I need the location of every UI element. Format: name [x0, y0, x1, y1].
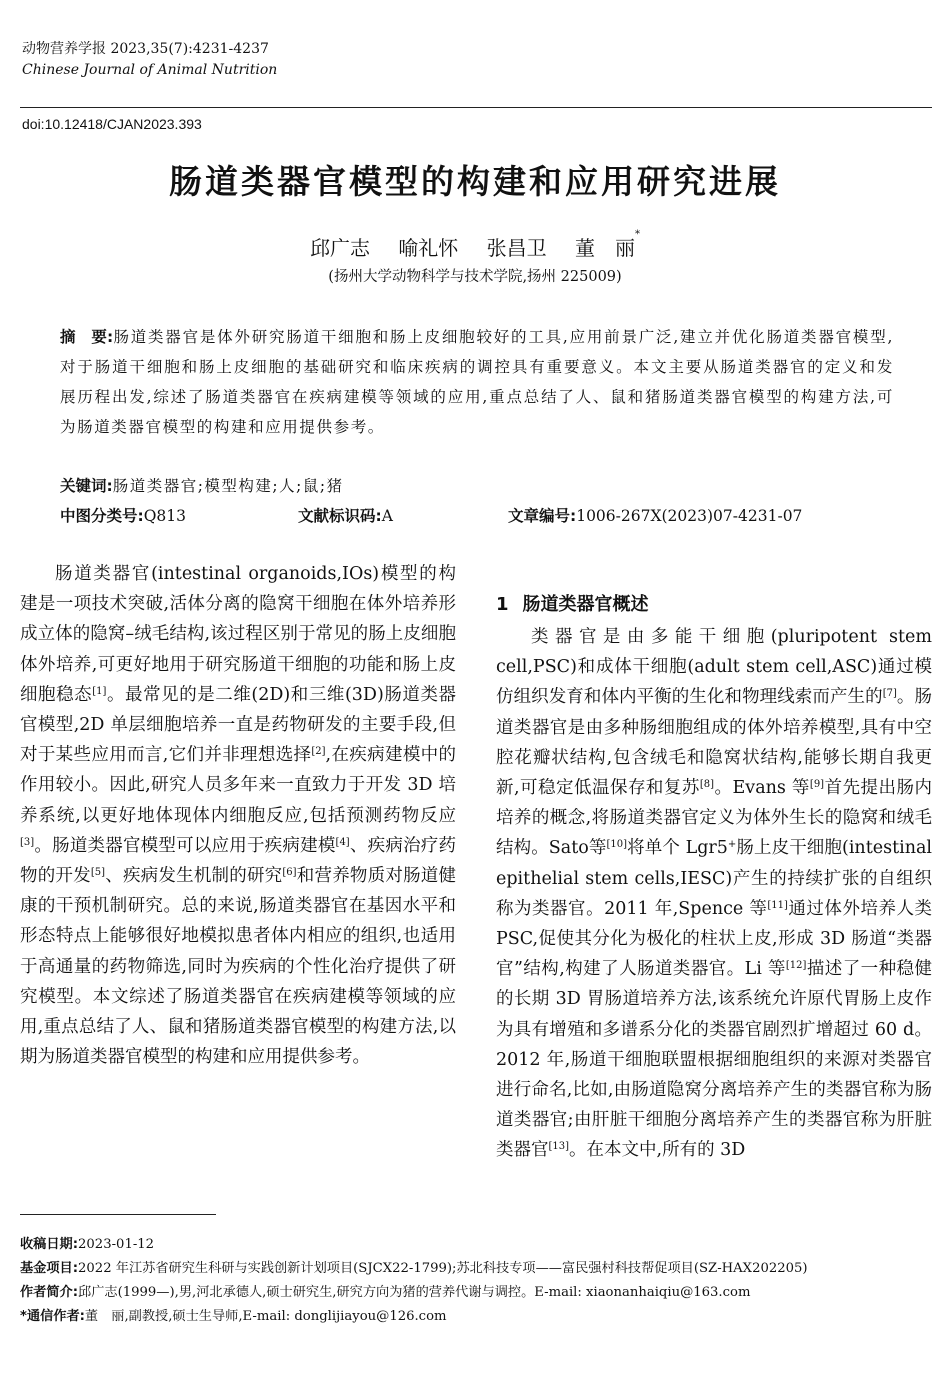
citation[interactable]: [4]	[335, 836, 350, 848]
author-list	[0, 229, 950, 261]
citation[interactable]: [1]	[92, 685, 107, 697]
keywords	[60, 474, 894, 498]
section-heading: 1 肠道类器官概述	[496, 594, 649, 615]
citation[interactable]: [7]	[882, 688, 897, 700]
author: 喻礼怀	[398, 236, 459, 260]
article-number: 文章编号:1006-267X(2023)07-4231-07	[508, 507, 803, 525]
citation[interactable]: [8]	[699, 779, 715, 791]
citation[interactable]: [2]	[311, 746, 326, 758]
clc-number: 中图分类号:Q813	[60, 507, 186, 525]
corresponding-mark: *	[635, 229, 641, 240]
citation[interactable]: [6]	[282, 867, 297, 879]
keywords-text: 肠道类器官;模型构建;人;鼠;猪	[112, 477, 344, 495]
author: 张昌卫	[486, 236, 547, 260]
citation[interactable]: [12]	[785, 960, 807, 972]
classification-row	[60, 504, 894, 528]
footnote-funding: 基金项目:2022 年江苏省研究生科研与实践创新计划项目(SJCX22-1799);苏北科技专项——富民强村科技帮促项目(SZ-HAX202205)	[20, 1261, 808, 1276]
author-corresponding: 董 丽*	[575, 229, 641, 260]
journal-header-cn: 动物营养学报 2023,35(7):4231-4237	[22, 41, 269, 57]
citation[interactable]: [10]	[606, 839, 628, 851]
abstract-text: 肠道类器官是体外研究肠道干细胞和肠上皮细胞较好的工具,应用前景广泛,建立并优化肠道类器官模型,对于肠道干细胞和肠上皮细胞的基础研究和临床疾病的调控具有重要意义。本文主要从肠道类器官的定义和发展历程出发,综述了肠道类器官在疾病建模等领域的应用,重点总结了人、鼠和猪肠道类器官模型的构建方法,可为肠道类器官模型的构建和应用提供参考。	[60, 328, 895, 436]
footnote-author: 作者简介:邱广志(1999—),男,河北承德人,硕士研究生,研究方向为猪的营养代谢与调控。E-mail: xiaonanhaiqiu@163.com	[20, 1285, 751, 1300]
intro-column	[20, 559, 456, 1072]
document-code: 文献标识码:A	[298, 507, 393, 525]
abstract-label: 摘 要:	[60, 328, 114, 346]
citation[interactable]: [5]	[90, 867, 106, 879]
affiliation: (扬州大学动物科学与技术学院,扬州 225009)	[328, 269, 622, 285]
abstract	[60, 322, 894, 442]
intro-paragraph: 肠道类器官(intestinal organoids,IOs)模型的构建是一项技术突破,活体分离的隐窝干细胞在体外培养形成立体的隐窝–绒毛结构,该过程区别于常见的肠上皮细胞体外培养,可更好地用于研究肠道干细胞的功能和肠上皮细胞稳态[1]。最常见的是二维(2D)和三维(3D)肠道类器官模型,2D 单层细胞培养一直是药物研发的主要手段,但对于某些应用而言,它们并非理想选择[2],在疾病建模中的作用较小。因此,研究人员多年来一直致力于开发 3D 培养系统,以更好地体现体内细胞反应,包括预测药物反应[3]。肠道类器官模型可以应用于疾病建模[4]、疾病治疗药物的开发[5]、疾病发生机制的研究[6]和营养物质对肠道健康的干预机制研究。总的来说,肠道类器官在基因水平和形态特点上能够很好地模拟患者体内相应的组织,也适用于高通量的药物筛选,同时为疾病的个性化治疗提供了研究模型。本文综述了肠道类器官在疾病建模等领域的应用,重点总结了人、鼠和猪肠道类器官模型的构建方法,以期为肠道类器官模型的构建和应用提供参考。	[20, 564, 457, 1068]
journal-header-en: Chinese Journal of Animal Nutrition	[22, 62, 278, 78]
header-rule	[20, 107, 932, 108]
citation[interactable]: [11]	[767, 899, 788, 911]
footnote-rule	[20, 1214, 216, 1215]
footnote-corresponding: *通信作者:董 丽,副教授,硕士生导师,E-mail: donglijiayou@126.com	[20, 1309, 447, 1324]
superscript-plus: +	[727, 839, 737, 851]
footnote-received: 收稿日期:2023-01-12	[20, 1237, 155, 1252]
author: 邱广志	[309, 236, 370, 260]
article-title: 肠道类器官模型的构建和应用研究进展	[169, 162, 781, 201]
citation[interactable]: [3]	[20, 836, 35, 848]
doi[interactable]: doi:10.12418/CJAN2023.393	[22, 116, 202, 132]
section1-column	[496, 622, 932, 1166]
section1-paragraph: 类器官是由多能干细胞(pluripotent stem cell,PSC)和成体干细胞(adult stem cell,ASC)通过模仿组织发育和体内平衡的生化和物理线索而产生的[7]。肠道类器官是由多种肠细胞组成的体外培养模型,具有中空腔花瓣状结构,包含绒毛和隐窝状结构,能够长期自我更新,可稳定低温保存和复苏[8]。Evans 等[9]首先提出肠内培养的概念,将肠道类器官定义为体外生长的隐窝和绒毛结构。Sato等[10]将单个 Lgr5+肠上皮干细胞(intestinal epithelial stem cells,IESC)产生的持续扩张的自组织称为类器官。2011 年,Spence 等[11]通过体外培养人类 PSC,促使其分化为极化的柱状上皮,形成 3D 肠道“类器官”结构,构建了人肠道类器官。Li 等[12]描述了一种稳健的长期 3D 胃肠道培养方法,该系统允许原代胃肠上皮作为具有增殖和多谱系分化的类器官剧烈扩增超过 60 d。2012 年,肠道干细胞联盟根据细胞组织的来源对类器官进行命名,比如,由肠道隐窝分离培养产生的类器官称为肠道类器官;由肝脏干细胞分离培养产生的类器官称为肝脏类器官[13]。在本文中,所有的 3D	[496, 627, 933, 1161]
keywords-label: 关键词:	[60, 477, 113, 495]
citation[interactable]: [13]	[548, 1141, 570, 1153]
citation[interactable]: [9]	[809, 779, 825, 791]
